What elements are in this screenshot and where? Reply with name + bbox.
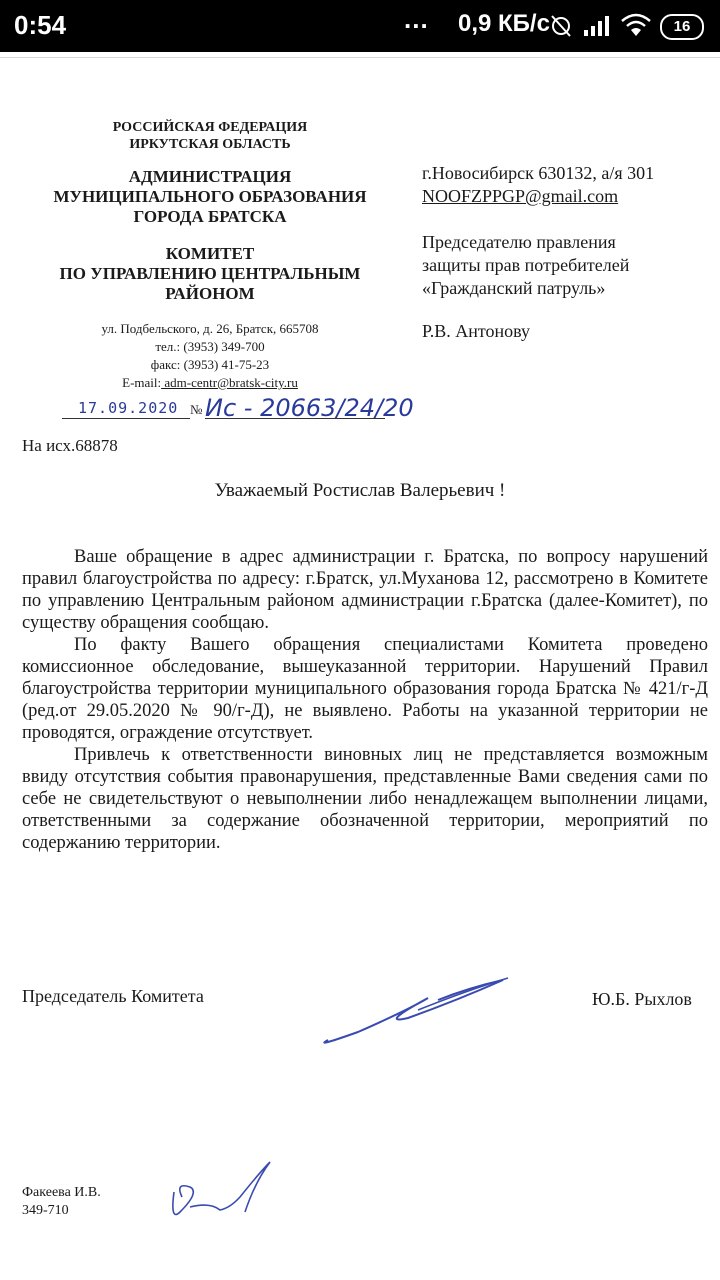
page-edge: [0, 57, 720, 58]
recipient-email: NOOFZPPGP@gmail.com: [422, 186, 619, 206]
signatory-title: Председатель Комитета: [22, 986, 204, 1006]
signature-image: [318, 970, 518, 1050]
greeting: Уважаемый Ростислав Валерьевич !: [214, 480, 506, 501]
letterhead-country: РОССИЙСКАЯ ФЕДЕРАЦИЯ: [112, 120, 308, 135]
letterhead-email: adm-centr@bratsk-city.ru: [161, 375, 298, 390]
letterhead-committee-2: ПО УПРАВЛЕНИЮ ЦЕНТРАЛЬНЫМ: [59, 264, 361, 283]
letterhead-phone: тел.: (3953) 349-700: [155, 339, 265, 354]
reference-number: На исх.68878: [22, 436, 118, 455]
number-underline: [205, 418, 385, 419]
recipient-line-1: Председателю правления: [422, 232, 616, 252]
letter-body: [22, 546, 708, 854]
signal-icon: [582, 14, 610, 38]
recipient-line-3: «Гражданский патруль»: [422, 278, 606, 298]
email-label: E-mail:: [122, 375, 162, 390]
letterhead-fax: факс: (3953) 41-75-23: [150, 357, 270, 372]
letterhead-region: ИРКУТСКАЯ ОБЛАСТЬ: [129, 137, 291, 152]
outgoing-number: Ис - 20663/24/20: [205, 394, 414, 422]
recipient-city: г.Новосибирск 630132, а/я 301: [422, 163, 655, 183]
letterhead-committee-1: КОМИТЕТ: [165, 244, 255, 263]
date-stamp: 17.09.2020: [78, 399, 179, 417]
network-speed: 0,9 КБ/с: [458, 10, 550, 37]
status-bar: [0, 0, 720, 52]
alarm-off-icon: [548, 12, 574, 38]
number-label: №: [190, 402, 203, 417]
paragraph-3: Привлечь к ответственности виновных лиц не представляется возможным ввиду отсутствия события правонарушения, представленные Вами сведения сами по себе не свидетельствуют о невыполнении либо ненадлежащем выполнении лицами, ответственными за содержание обозначенной территории, мероприятий по содержанию территории.: [22, 745, 708, 853]
date-underline: [62, 418, 190, 419]
letterhead-admin-1: АДМИНИСТРАЦИЯ: [128, 167, 292, 186]
paragraph-1: Ваше обращение в адрес администрации г. Братска, по вопросу нарушений правил благоустройства по адресу: г.Братск, ул.Муханова 12, рассмотрено в Комитете по управлению Центральным районом администрации г.Братска (далее-Комитет), по существу обращения сообщаю.: [22, 547, 708, 633]
letterhead-admin-3: ГОРОДА БРАТСКА: [133, 207, 287, 226]
status-icons: [548, 12, 710, 42]
recipient-name: Р.В. Антонову: [422, 321, 531, 341]
notification-dots: ...: [404, 4, 429, 34]
letterhead-email-line: [60, 374, 360, 392]
wifi-icon: [620, 12, 652, 38]
battery-icon: 16: [660, 14, 704, 40]
recipient-line-2: защиты прав потребителей: [422, 255, 630, 275]
paragraph-2: По факту Вашего обращения специалистами Комитета проведено комиссионное обследование, вышеуказанной территории. Нарушений Правил благоустройства территории муниципального образования города Братска № 421/г-Д (ред.от 29.05.2020 № 90/г-Д), не выявлено. Работы на указанной территории не проводятся, ограждение отсутствует.: [22, 635, 708, 743]
status-time: 0:54: [14, 10, 67, 40]
letterhead-admin-2: МУНИЦИПАЛЬНОГО ОБРАЗОВАНИЯ: [53, 187, 367, 206]
signatory-name: Ю.Б. Рыхлов: [592, 989, 692, 1009]
executor-phone: 349-710: [22, 1203, 69, 1218]
executor-signature-image: [160, 1152, 280, 1232]
executor-name: Факеева И.В.: [22, 1185, 101, 1200]
letterhead-committee-3: РАЙОНОМ: [165, 284, 255, 303]
executor-block: [22, 1184, 101, 1220]
letterhead-address: ул. Подбельского, д. 26, Братск, 665708: [101, 321, 319, 336]
letter-document: [0, 52, 720, 1280]
